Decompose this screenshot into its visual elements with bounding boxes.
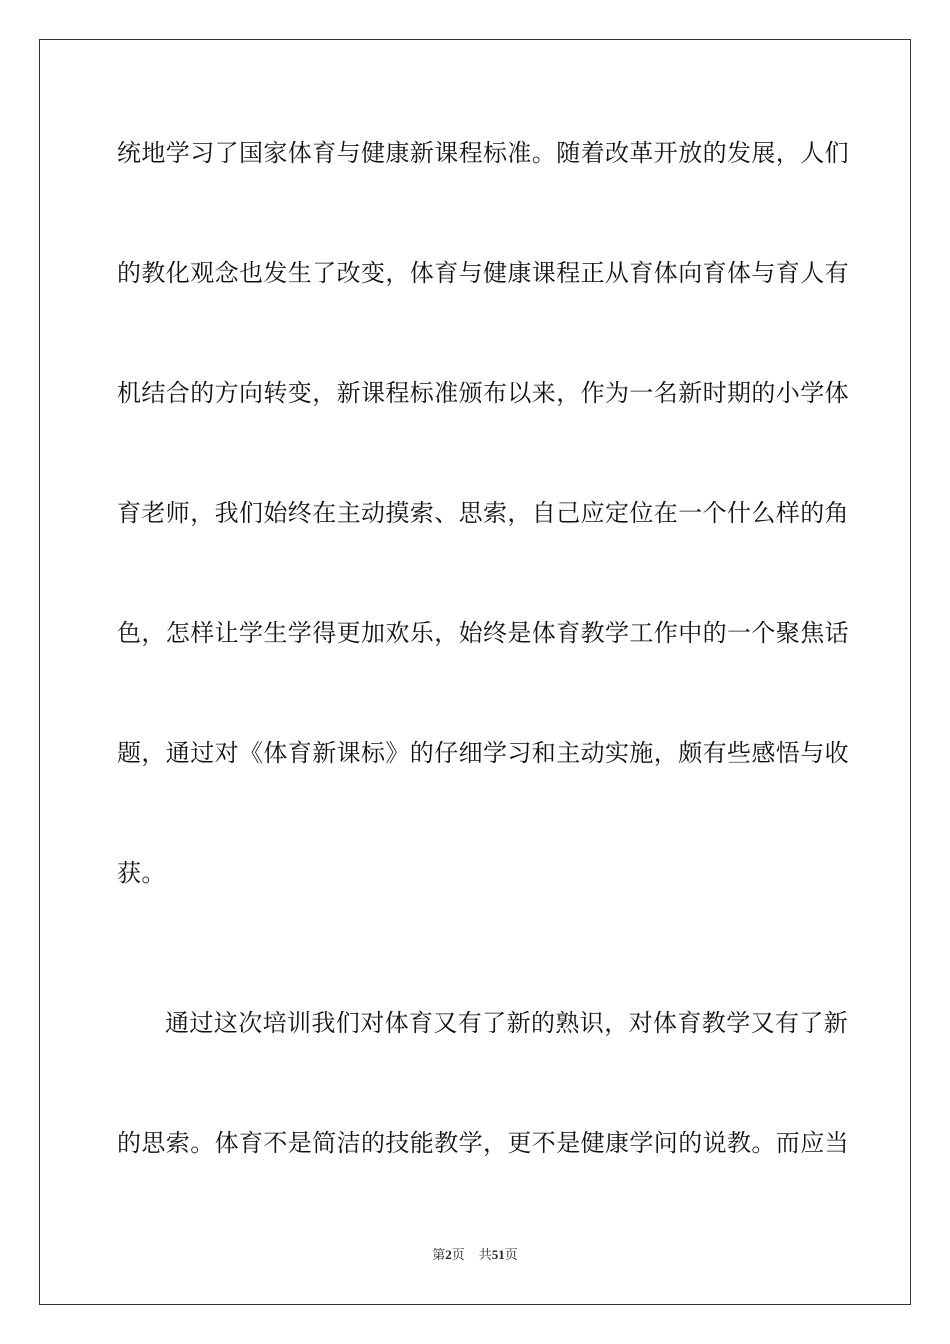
footer-page-prefix: 第: [432, 1248, 446, 1263]
body-text-line-5: 色，怎样让学生学得更加欢乐，始终是体育教学工作中的一个聚焦话: [117, 619, 849, 647]
body-text-line-6: 题，通过对《体育新课标》的仔细学习和主动实施，颇有些感悟与收: [117, 739, 849, 767]
footer-total-suffix: 页: [504, 1248, 518, 1263]
page-footer: [0, 1246, 950, 1265]
body-text-line-8: 通过这次培训我们对体育又有了新的熟识，对体育教学又有了新: [165, 1009, 849, 1037]
footer-total-prefix: 共: [478, 1248, 492, 1263]
body-text-line-7: 获。: [117, 859, 166, 887]
body-text-line-3: 机结合的方向转变，新课程标准颁布以来，作为一名新时期的小学体: [117, 379, 849, 407]
body-text-line-9: 的思索。体育不是简洁的技能教学，更不是健康学问的说教。而应当: [117, 1129, 849, 1157]
page-border: [39, 39, 911, 1305]
footer-page-number: 2: [445, 1247, 452, 1262]
footer-total-number: 51: [491, 1247, 505, 1262]
body-text-line-4: 育老师，我们始终在主动摸索、思索，自己应定位在一个什么样的角: [117, 499, 849, 527]
body-text-line-2: 的教化观念也发生了改变，体育与健康课程正从育体向育体与育人有: [117, 259, 849, 287]
body-text-line-1: 统地学习了国家体育与健康新课程标准。随着改革开放的发展，人们: [117, 139, 849, 167]
footer-page-suffix: 页: [451, 1248, 465, 1263]
